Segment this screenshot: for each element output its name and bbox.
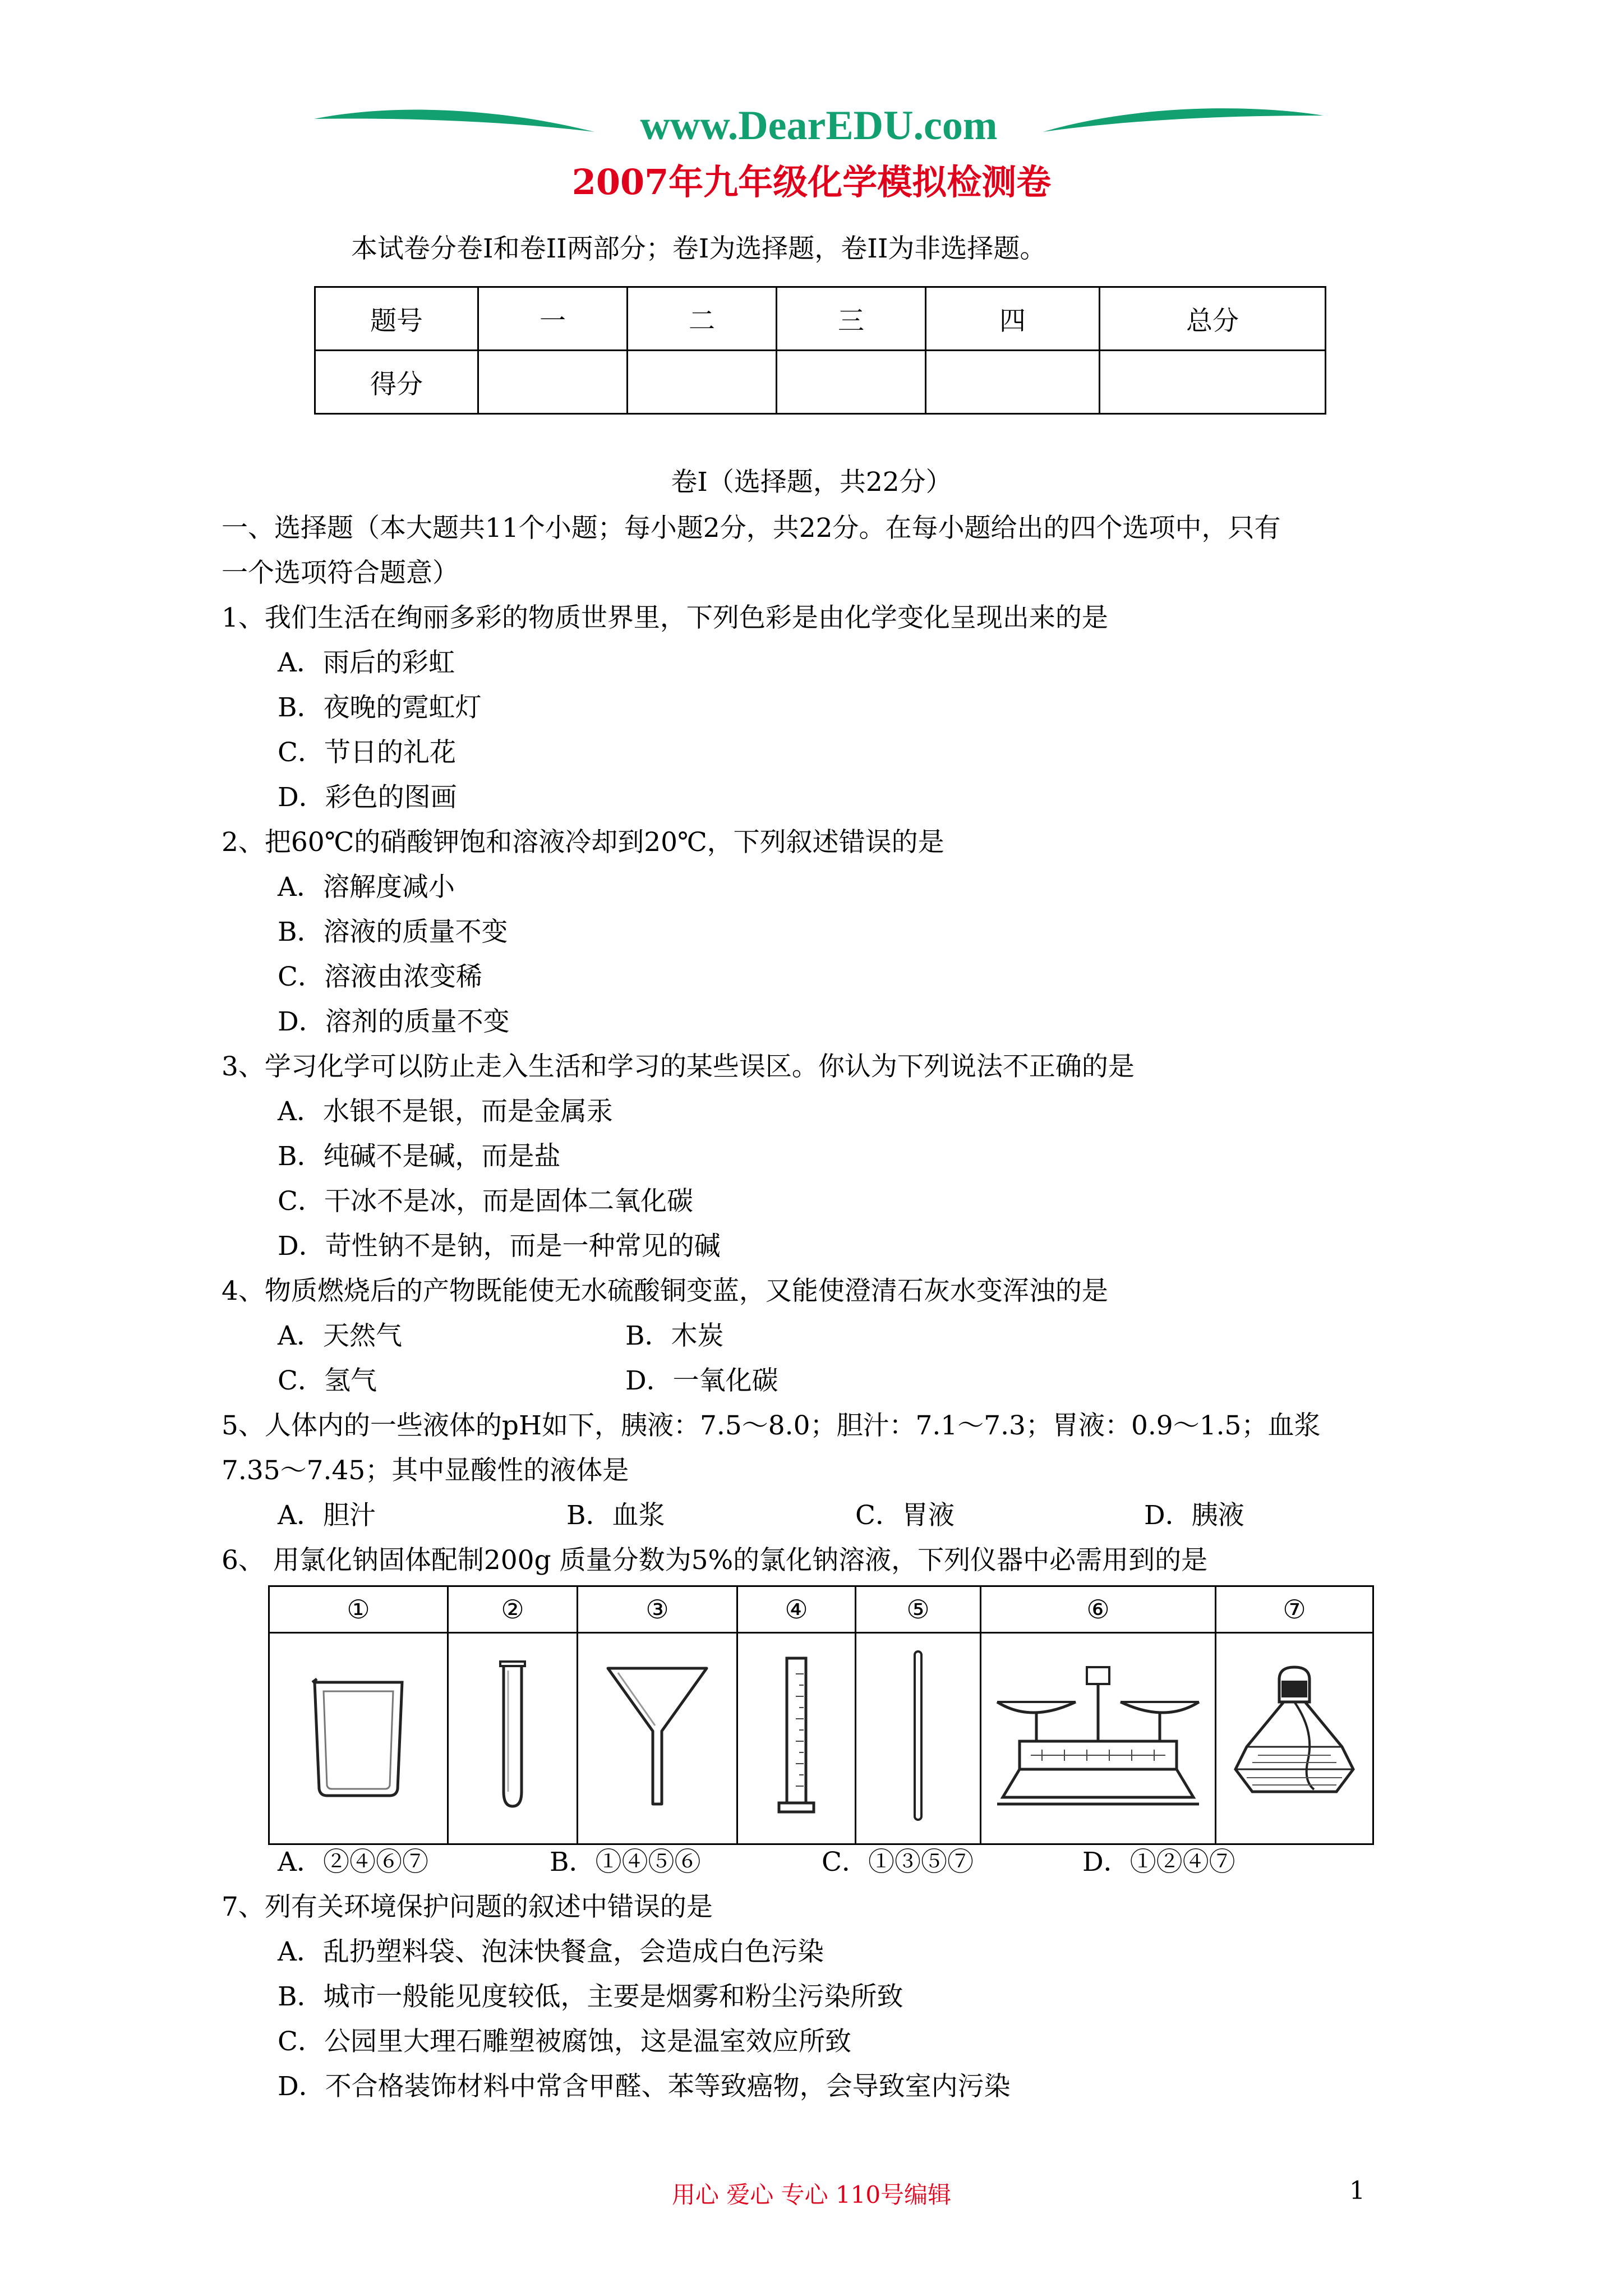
question-3-option-b: B．纯碱不是碱，而是盐 bbox=[278, 1141, 561, 1172]
glass-rod-icon bbox=[907, 1646, 929, 1825]
table-cell: 二 bbox=[628, 287, 777, 351]
question-2-stem: 2、把60℃的硝酸钾饱和溶液冷却到20℃，下列叙述错误的是 bbox=[222, 827, 944, 858]
score-input-cell[interactable] bbox=[926, 351, 1100, 414]
question-1-option-d: D．彩色的图画 bbox=[278, 782, 457, 813]
question-1-option-b: B．夜晚的霓虹灯 bbox=[278, 692, 482, 723]
question-6-option-c: C．①③⑤⑦ bbox=[822, 1847, 974, 1878]
question-5-option-a: A．胆汁 bbox=[278, 1500, 376, 1531]
question-2-option-a: A．溶解度减小 bbox=[278, 872, 455, 903]
instrument-table bbox=[268, 1585, 1374, 1845]
site-logo bbox=[314, 101, 1324, 151]
score-input-cell[interactable] bbox=[777, 351, 926, 414]
instrument-label-row bbox=[269, 1586, 1373, 1633]
question-3-option-d: D．苛性钠不是钠，而是一种常见的碱 bbox=[278, 1231, 721, 1262]
question-6-stem: 6、 用氯化钠固体配制200g 质量分数为5%的氯化钠溶液，下列仪器中必需用到的是 bbox=[222, 1545, 1208, 1576]
instrument-label: ① bbox=[269, 1586, 448, 1633]
instrument-cell bbox=[737, 1633, 856, 1844]
question-2-option-d: D．溶剂的质量不变 bbox=[278, 1006, 510, 1037]
table-cell: 四 bbox=[926, 287, 1100, 351]
question-4-option-b: B．木炭 bbox=[625, 1320, 724, 1351]
instrument-label: ⑥ bbox=[981, 1586, 1216, 1633]
question-6-option-b: B．①④⑤⑥ bbox=[550, 1847, 701, 1878]
site-url: www.DearEDU.com bbox=[640, 103, 998, 149]
section-title: 卷I（选择题，共22分） bbox=[671, 467, 952, 498]
question-3-option-a: A．水银不是银，而是金属汞 bbox=[278, 1096, 613, 1127]
question-5-option-b: B．血浆 bbox=[566, 1500, 665, 1531]
score-table-header-row bbox=[315, 287, 1326, 351]
instrument-cell bbox=[269, 1633, 448, 1844]
instrument-cell bbox=[448, 1633, 578, 1844]
instrument-label: ⑦ bbox=[1216, 1586, 1373, 1633]
intro-text: 本试卷分卷I和卷II两部分；卷I为选择题，卷II为非选择题。 bbox=[351, 233, 1046, 264]
question-7-option-c: C．公园里大理石雕塑被腐蚀，这是温室效应所致 bbox=[278, 2026, 851, 2057]
question-2-option-b: B．溶液的质量不变 bbox=[278, 917, 508, 947]
score-table bbox=[314, 286, 1326, 415]
table-cell: 一 bbox=[478, 287, 628, 351]
logo-swoosh-left-icon bbox=[314, 101, 594, 151]
question-4-option-a: A．天然气 bbox=[278, 1320, 402, 1351]
instrument-image-row bbox=[269, 1633, 1373, 1844]
instrument-label: ② bbox=[448, 1586, 578, 1633]
question-5-stem-line: 5、人体内的一些液体的pH如下，胰液：7.5～8.0；胆汁：7.1～7.3；胃液：0.9～1.5；血浆 bbox=[222, 1410, 1321, 1441]
question-3-stem: 3、学习化学可以防止走入生活和学习的某些误区。你认为下列说法不正确的是 bbox=[222, 1051, 1135, 1082]
table-cell: 三 bbox=[777, 287, 926, 351]
page-number: 1 bbox=[1349, 2177, 1365, 2205]
question-7-option-a: A．乱扔塑料袋、泡沫快餐盒，会造成白色污染 bbox=[278, 1936, 824, 1967]
instrument-label: ③ bbox=[578, 1586, 737, 1633]
footer-text: 用心 爱心 专心 110号编辑 bbox=[671, 2181, 952, 2208]
graduated-cylinder-icon bbox=[771, 1651, 822, 1820]
funnel-icon bbox=[601, 1657, 713, 1814]
table-cell: 总分 bbox=[1100, 287, 1326, 351]
instrument-cell bbox=[856, 1633, 981, 1844]
instrument-cell bbox=[578, 1633, 737, 1844]
question-1-stem: 1、我们生活在绚丽多彩的物质世界里，下列色彩是由化学变化呈现出来的是 bbox=[222, 602, 1108, 633]
instrument-label: ④ bbox=[737, 1586, 856, 1633]
question-1-option-a: A．雨后的彩虹 bbox=[278, 647, 455, 678]
test-tube-icon bbox=[490, 1657, 535, 1814]
question-7-option-b: B．城市一般能见度较低，主要是烟雾和粉尘污染所致 bbox=[278, 1981, 903, 2012]
question-4-stem: 4、物质燃烧后的产物既能使无水硫酸铜变蓝，又能使澄清石灰水变浑浊的是 bbox=[222, 1276, 1108, 1306]
question-7-stem: 7、列有关环境保护问题的叙述中错误的是 bbox=[222, 1892, 713, 1922]
section-instruction-line: 一、选择题（本大题共11个小题；每小题2分，共22分。在每小题给出的四个选项中，只有 bbox=[222, 513, 1281, 544]
instrument-cell bbox=[1216, 1633, 1373, 1844]
question-4-option-c: C．氢气 bbox=[278, 1365, 377, 1396]
question-7-option-d: D．不合格装饰材料中常含甲醛、苯等致癌物，会导致室内污染 bbox=[278, 2071, 1011, 2102]
beaker-icon bbox=[302, 1671, 414, 1800]
alcohol-lamp-icon bbox=[1230, 1663, 1359, 1809]
instrument-cell bbox=[981, 1633, 1216, 1844]
page-title: 2007年九年级化学模拟检测卷 bbox=[571, 162, 1052, 203]
table-cell: 题号 bbox=[315, 287, 478, 351]
question-5-option-d: D．胰液 bbox=[1144, 1500, 1244, 1531]
table-cell: 得分 bbox=[315, 351, 478, 414]
question-6-option-a: A．②④⑥⑦ bbox=[278, 1847, 428, 1878]
score-input-cell[interactable] bbox=[1100, 351, 1326, 414]
question-2-option-c: C．溶液由浓变稀 bbox=[278, 961, 482, 992]
question-3-option-c: C．干冰不是冰，而是固体二氧化碳 bbox=[278, 1186, 693, 1217]
score-table-score-row bbox=[315, 351, 1326, 414]
question-6-option-d: D．①②④⑦ bbox=[1082, 1847, 1235, 1878]
score-input-cell[interactable] bbox=[628, 351, 777, 414]
section-instruction-line: 一个选项符合题意） bbox=[222, 558, 459, 588]
question-1-option-c: C．节日的礼花 bbox=[278, 737, 456, 768]
instrument-label: ⑤ bbox=[856, 1586, 981, 1633]
balance-icon bbox=[992, 1657, 1205, 1814]
question-5-option-c: C．胃液 bbox=[855, 1500, 955, 1531]
question-5-stem-line: 7.35～7.45；其中显酸性的液体是 bbox=[222, 1455, 629, 1486]
logo-swoosh-right-icon bbox=[1043, 101, 1324, 151]
score-input-cell[interactable] bbox=[478, 351, 628, 414]
question-4-option-d: D．一氧化碳 bbox=[625, 1365, 778, 1396]
